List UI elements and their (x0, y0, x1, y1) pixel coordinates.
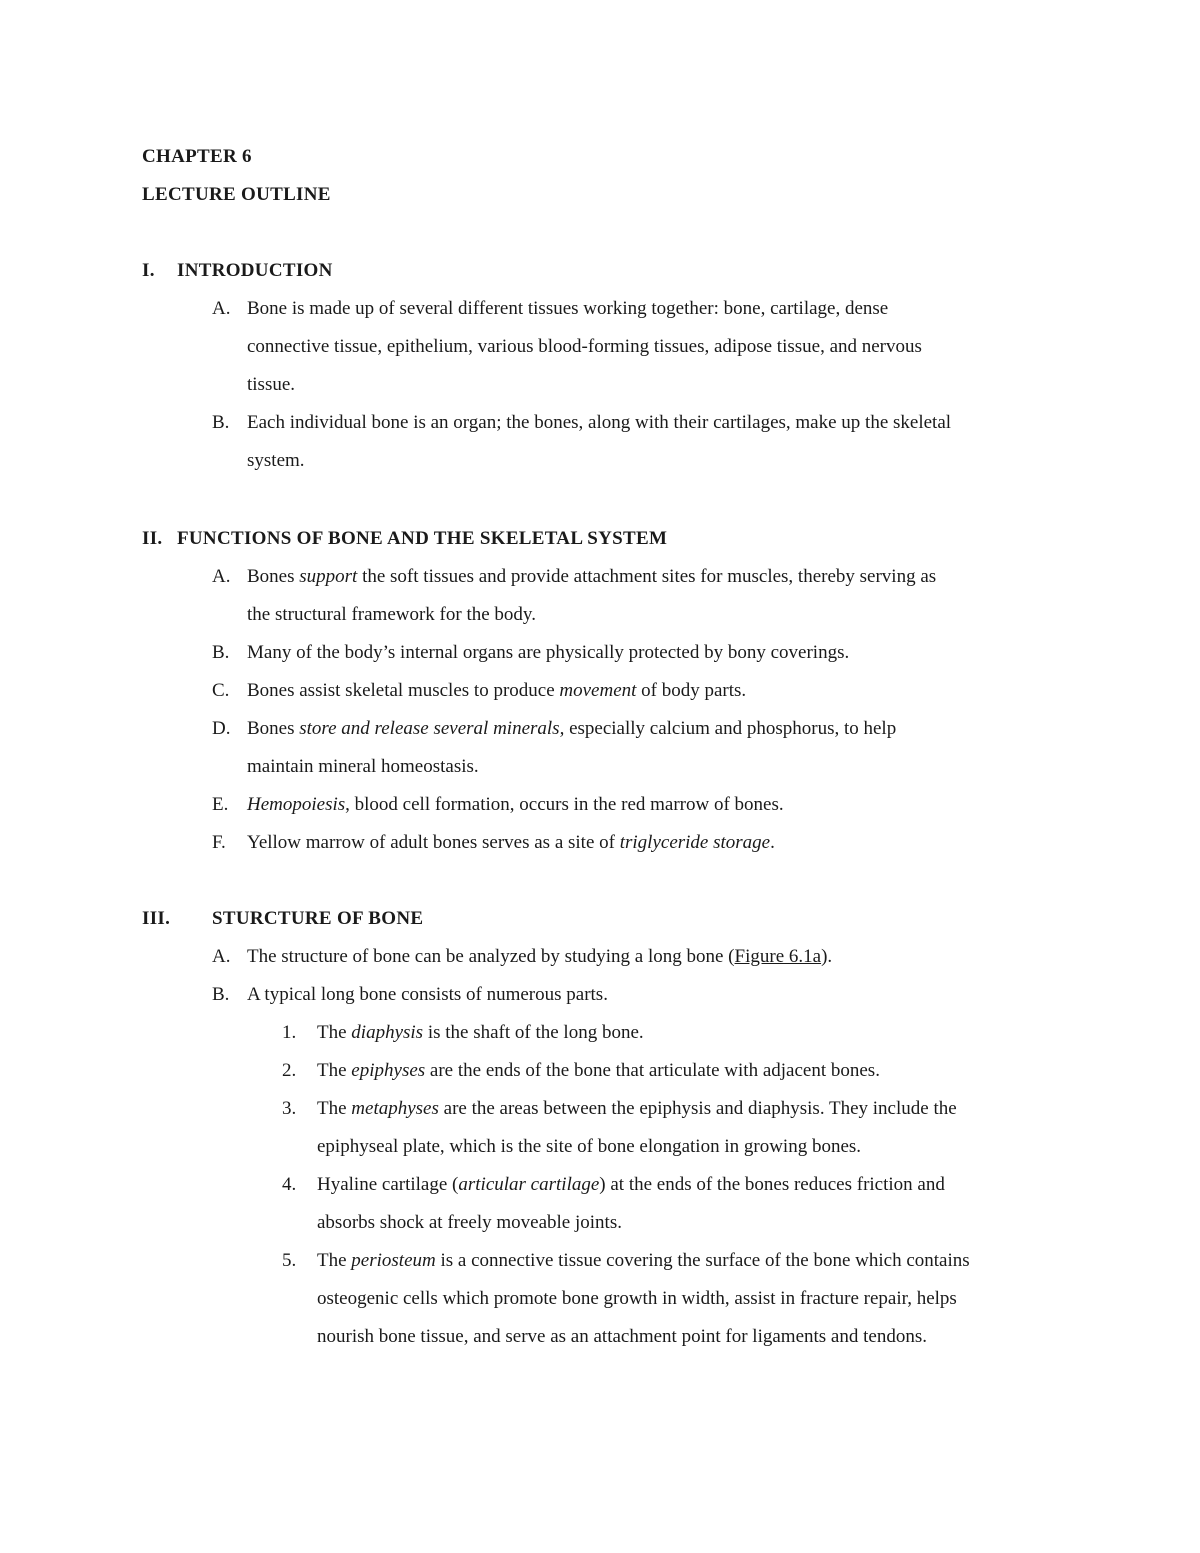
emphasis-term: diaphysis (351, 1022, 424, 1043)
item-text-line: The structure of bone can be analyzed by studying a long bone (Figure 6.1a). (247, 946, 833, 967)
section-heading: INTRODUCTION (177, 260, 333, 281)
item-text-line: Hemopoiesis, blood cell formation, occurs in the red marrow of bones. (247, 794, 784, 815)
item-marker: C. (212, 680, 230, 701)
emphasis-term: articular cartilage (458, 1174, 600, 1195)
subitem-text-line: Hyaline cartilage (articular cartilage) at the ends of the bones reduces friction and (317, 1174, 945, 1195)
item-marker: B. (212, 412, 230, 433)
figure-link[interactable]: Figure 6.1a (734, 946, 822, 967)
section-numeral: III. (142, 908, 171, 929)
item-text-line: maintain mineral homeostasis. (247, 756, 479, 777)
item-text-line: Bone is made up of several different tissues working together: bone, cartilage, dense (247, 298, 889, 319)
emphasis-term: epiphyses (351, 1060, 426, 1081)
section-numeral: I. (142, 260, 155, 281)
subitem-marker: 4. (282, 1174, 297, 1195)
emphasis-term: movement (559, 680, 637, 701)
chapter-title: CHAPTER 6 (142, 146, 252, 167)
emphasis-term: Hemopoiesis (247, 794, 346, 815)
subitem-text-line: absorbs shock at freely moveable joints. (317, 1212, 622, 1233)
item-text-line: system. (247, 450, 305, 471)
item-marker: B. (212, 984, 230, 1005)
emphasis-term: triglyceride storage (619, 832, 771, 853)
lecture-outline-title: LECTURE OUTLINE (142, 184, 331, 205)
item-text-line: A typical long bone consists of numerous parts. (247, 984, 608, 1005)
subitem-text-line: osteogenic cells which promote bone growth in width, assist in fracture repair, helps (317, 1288, 957, 1309)
item-text-line: tissue. (247, 374, 296, 395)
section-heading: FUNCTIONS OF BONE AND THE SKELETAL SYSTEM (177, 528, 668, 549)
item-text-line: the structural framework for the body. (247, 604, 536, 625)
item-marker: D. (212, 718, 231, 739)
item-text-line: Bones support the soft tissues and provide attachment sites for muscles, thereby serving as (247, 566, 937, 587)
item-text-line: Many of the body’s internal organs are physically protected by bony coverings. (247, 642, 850, 663)
item-marker: E. (212, 794, 229, 815)
emphasis-term: periosteum (351, 1250, 436, 1271)
emphasis-term: support (299, 566, 358, 587)
subitem-text-line: nourish bone tissue, and serve as an attachment point for ligaments and tendons. (317, 1326, 927, 1347)
subitem-text-line: epiphyseal plate, which is the site of bone elongation in growing bones. (317, 1136, 862, 1157)
subitem-marker: 5. (282, 1250, 297, 1271)
item-text-line: Bones assist skeletal muscles to produce movement of body parts. (247, 680, 747, 701)
section-heading: STURCTURE OF BONE (212, 908, 424, 929)
item-text-line: Bones store and release several minerals, especially calcium and phosphorus, to help (247, 718, 897, 739)
item-text-line: Yellow marrow of adult bones serves as a site of triglyceride storage. (247, 832, 775, 853)
subitem-text-line: The diaphysis is the shaft of the long bone. (317, 1022, 644, 1043)
subitem-marker: 3. (282, 1098, 297, 1119)
subitem-text-line: The epiphyses are the ends of the bone that articulate with adjacent bones. (317, 1060, 880, 1081)
item-marker: A. (212, 566, 231, 587)
item-marker: A. (212, 946, 231, 967)
section-numeral: II. (142, 528, 163, 549)
subitem-text-line: The periosteum is a connective tissue covering the surface of the bone which contains (317, 1250, 970, 1271)
emphasis-term: store and release several minerals, (299, 718, 565, 739)
subitem-marker: 1. (282, 1022, 297, 1043)
item-text-line: connective tissue, epithelium, various blood-forming tissues, adipose tissue, and nervous (247, 336, 922, 357)
emphasis-term: metaphyses (351, 1098, 439, 1119)
subitem-marker: 2. (282, 1060, 297, 1081)
item-marker: F. (212, 832, 226, 853)
subitem-text-line: The metaphyses are the areas between the epiphysis and diaphysis. They include the (317, 1098, 957, 1119)
item-marker: B. (212, 642, 230, 663)
item-marker: A. (212, 298, 231, 319)
item-text-line: Each individual bone is an organ; the bones, along with their cartilages, make up the skeletal (247, 412, 952, 433)
